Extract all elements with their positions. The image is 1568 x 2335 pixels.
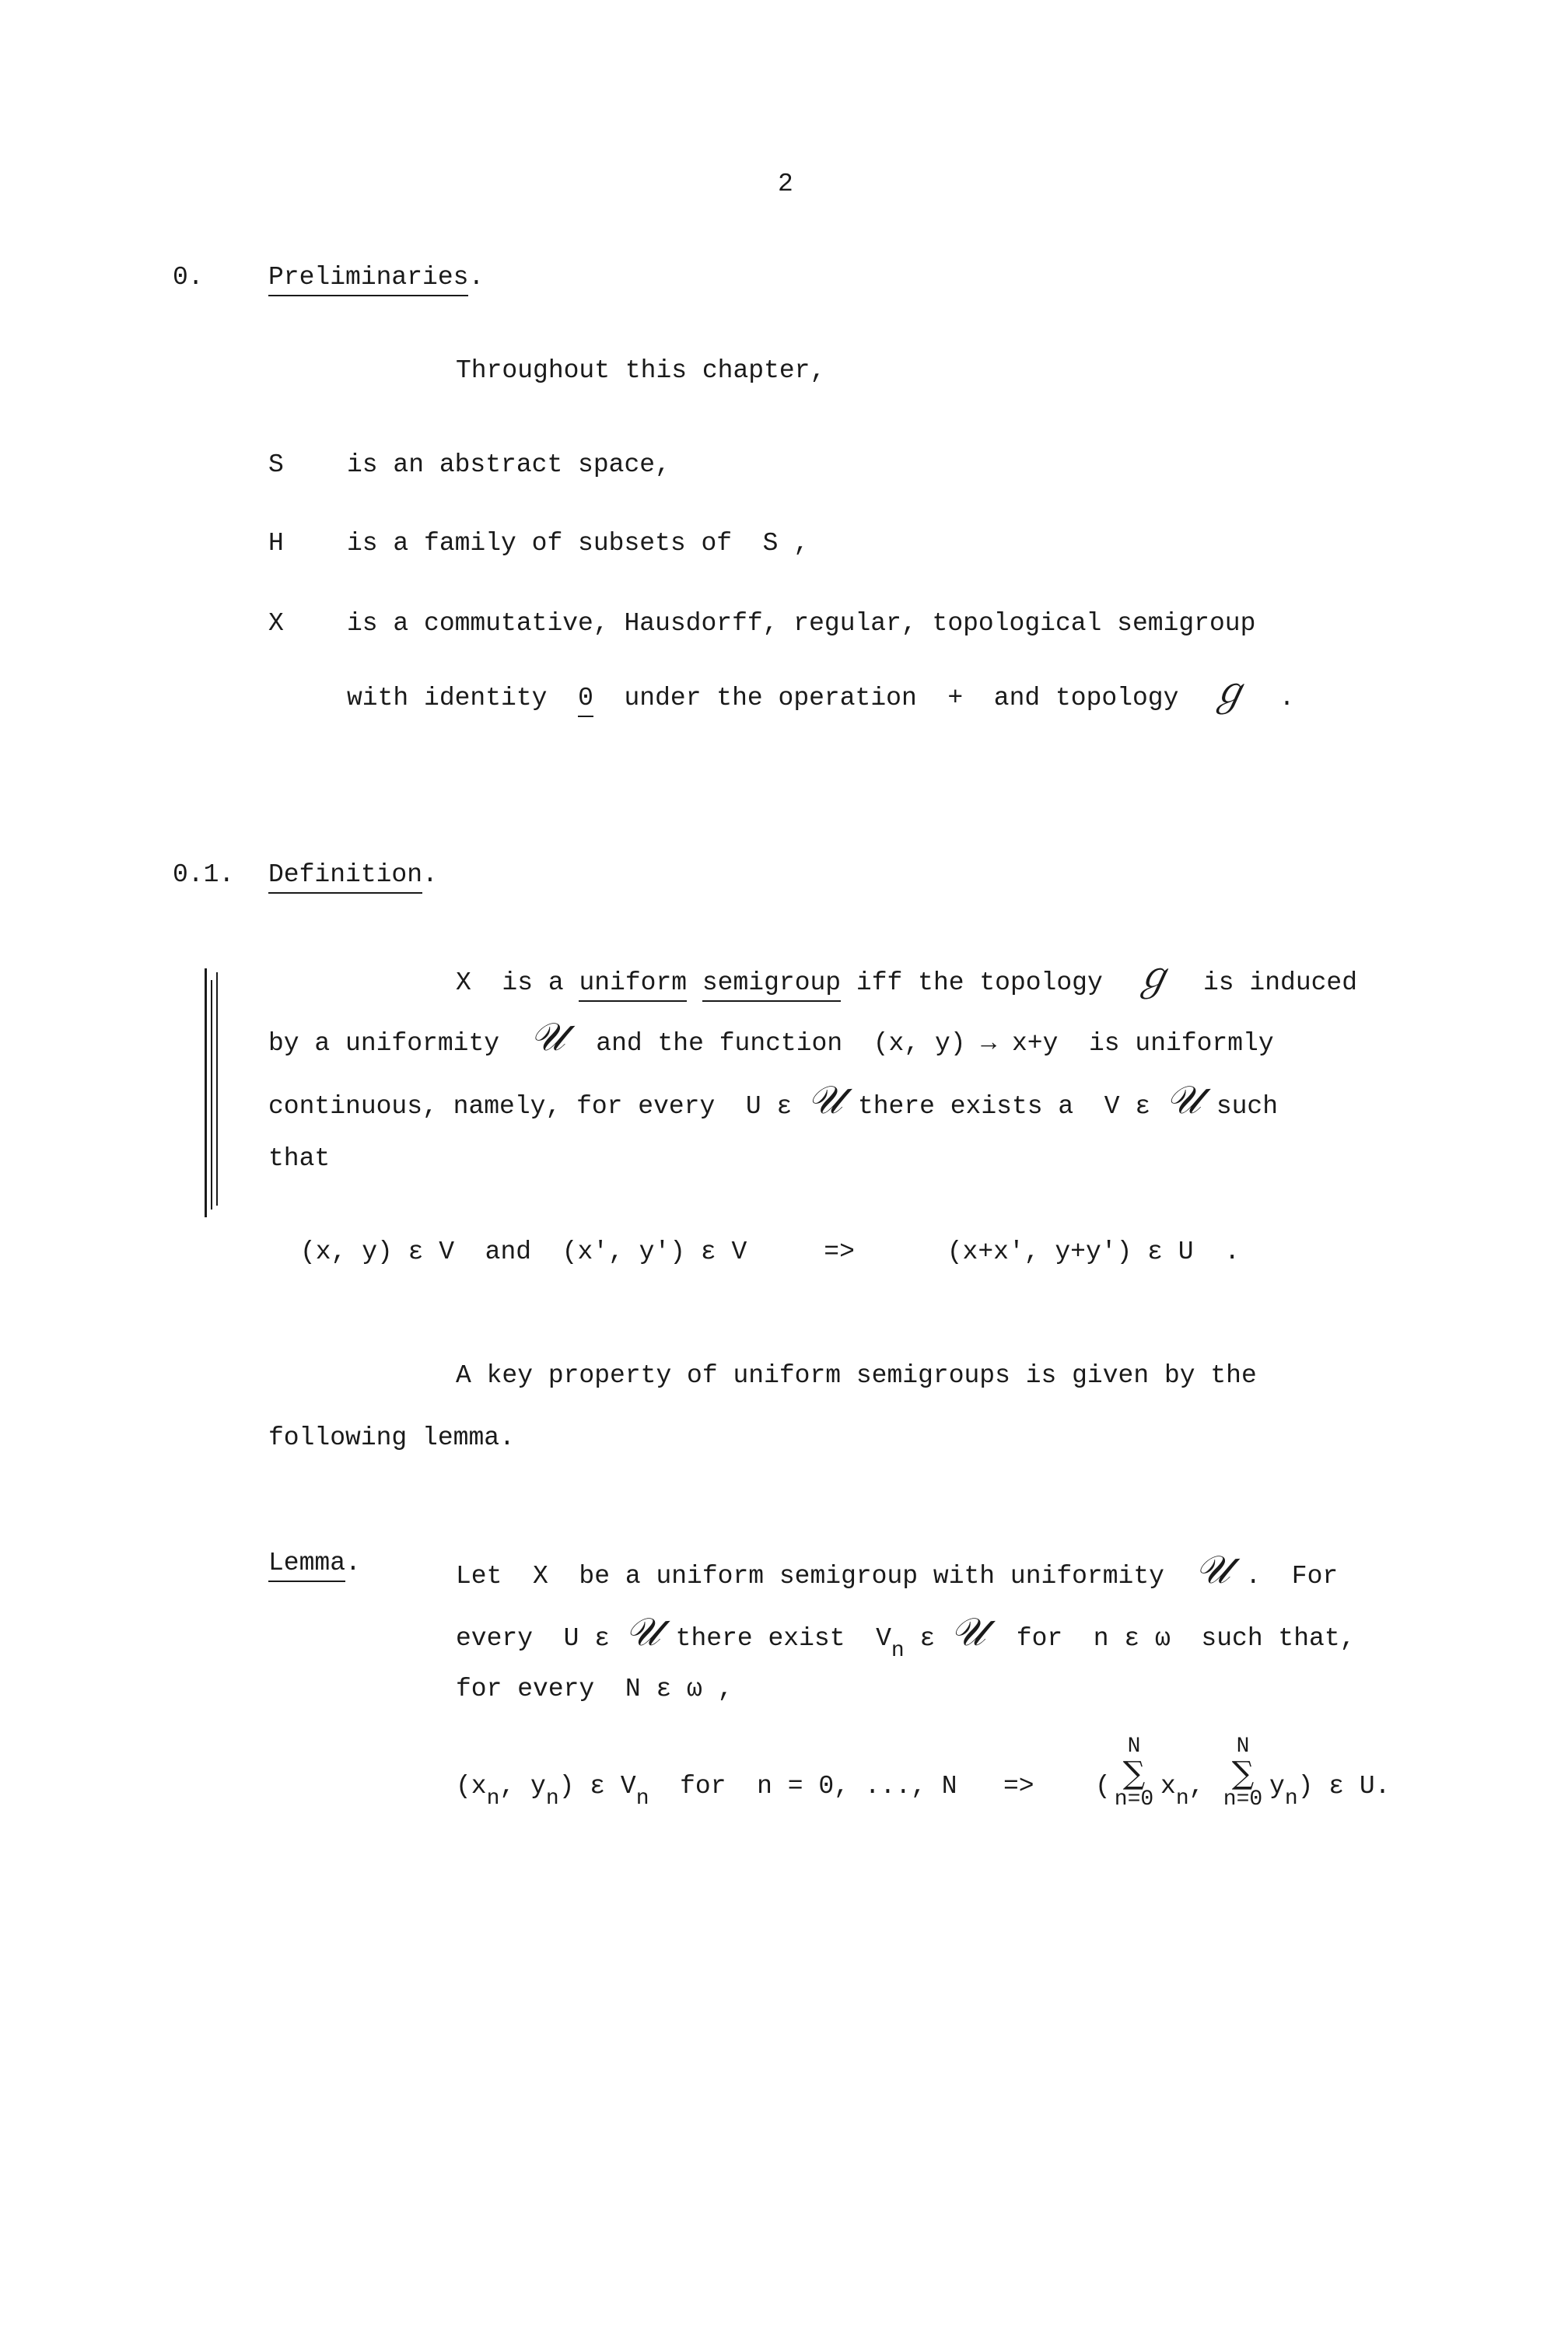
def-l2-b: and the function (x, y) → x+y is uniformly xyxy=(596,1029,1274,1058)
section-intro: Throughout this chapter, xyxy=(456,356,826,385)
topology-glyph: ℊ xyxy=(1133,954,1173,999)
margin-bar xyxy=(211,980,212,1210)
definition-line-4: that xyxy=(268,1144,331,1173)
cont-pre: with identity xyxy=(347,684,548,712)
paragraph-line-2: following lemma. xyxy=(268,1423,515,1452)
definition-line-1 xyxy=(456,954,1358,999)
lemma-l2-b: there exist V xyxy=(675,1624,891,1653)
uniformity-glyph: 𝒰 xyxy=(530,1014,565,1059)
def-l3-c: such xyxy=(1216,1092,1279,1121)
subscript-n: n xyxy=(545,1787,559,1811)
definition-title: Definition. xyxy=(268,862,438,887)
definition-number: 0.1. xyxy=(173,860,235,889)
sum-separator: , xyxy=(1188,1772,1205,1801)
lemma-formula-left xyxy=(456,1773,1034,1810)
def-l3-a: continuous, namely, for every U ε xyxy=(268,1092,793,1121)
sum-symbol: ∑ xyxy=(1231,1756,1255,1791)
section-title: Preliminaries. xyxy=(268,264,484,290)
lemma-l1-a: Let X be a uniform semigroup with uniformity xyxy=(456,1562,1164,1591)
f-c: ) ε V xyxy=(558,1772,636,1801)
sum-2-var: y xyxy=(1269,1772,1285,1801)
cont-end: . xyxy=(1279,684,1295,712)
item-text-s: is an abstract space, xyxy=(347,450,670,479)
sum-2 xyxy=(1212,1736,1274,1811)
uniformity-glyph: 𝒰 xyxy=(625,1609,660,1654)
subscript-n: n xyxy=(486,1787,500,1811)
definition-line-3 xyxy=(268,1077,1279,1122)
uniformity-glyph: 𝒰 xyxy=(1166,1077,1202,1122)
subscript-n: n xyxy=(891,1639,905,1663)
lemma-line-3: for every N ε ω , xyxy=(456,1675,733,1703)
page-number: 2 xyxy=(778,170,793,198)
item-x-continuation xyxy=(347,669,1295,714)
item-sym-h: H xyxy=(268,529,284,558)
def-l2-a: by a uniformity xyxy=(268,1029,500,1058)
margin-bar xyxy=(216,972,218,1206)
formula-open-paren: ( xyxy=(1095,1772,1111,1801)
sum-upper-limit: N xyxy=(1127,1735,1141,1759)
def-l1-b: iff the topology xyxy=(856,968,1103,997)
subscript-n: n xyxy=(635,1787,649,1811)
uniformity-glyph: 𝒰 xyxy=(1195,1547,1230,1592)
definition-formula: (x, y) ε V and (x′, y′) ε V => (x+x′, y+y′) ε U . xyxy=(300,1238,1240,1266)
sum-upper-limit: N xyxy=(1236,1735,1250,1759)
topology-glyph: ℊ xyxy=(1209,669,1249,714)
sum-symbol: ∑ xyxy=(1122,1756,1146,1791)
f-d: for n = 0, ..., N => xyxy=(680,1772,1034,1801)
margin-bar xyxy=(205,968,207,1217)
subscript-n: n xyxy=(1284,1787,1298,1811)
lemma-l2-a: every U ε xyxy=(456,1624,611,1653)
sum-2-term xyxy=(1269,1773,1390,1810)
definition-title-text: Definition xyxy=(268,860,422,894)
definition-line-2 xyxy=(268,1014,1274,1059)
formula-end: ) ε U. xyxy=(1297,1772,1391,1801)
item-sym-s: S xyxy=(268,450,284,479)
subscript-n: n xyxy=(1175,1787,1189,1811)
section-number: 0. xyxy=(173,263,204,292)
def-l3-b: there exists a V ε xyxy=(857,1092,1151,1121)
lemma-line-1 xyxy=(456,1547,1339,1592)
lemma-l1-b: . For xyxy=(1245,1562,1339,1591)
cont-mid: under the operation + and topology xyxy=(624,684,1179,712)
lemma-l2-d: for n ε ω such that, xyxy=(1016,1624,1356,1653)
f-a: (x xyxy=(456,1772,487,1801)
lemma-l2-c: ε xyxy=(919,1624,936,1653)
uniformity-glyph: 𝒰 xyxy=(807,1077,843,1122)
item-sym-x: X xyxy=(268,609,284,638)
lemma-label: Lemma. xyxy=(268,1550,361,1576)
section-title-text: Preliminaries xyxy=(268,263,468,296)
f-b: , y xyxy=(499,1772,546,1801)
term-semigroup: semigroup xyxy=(702,968,841,1002)
term-uniform: uniform xyxy=(579,968,687,1002)
sum-1 xyxy=(1103,1736,1165,1811)
sum-1-term xyxy=(1160,1773,1204,1810)
sum-lower-limit: n=0 xyxy=(1223,1787,1263,1812)
item-text-x: is a commutative, Hausdorff, regular, topological semigroup xyxy=(347,609,1256,638)
item-text-h: is a family of subsets of S , xyxy=(347,529,810,558)
lemma-line-2 xyxy=(456,1609,1356,1663)
sum-lower-limit: n=0 xyxy=(1114,1787,1154,1812)
lemma-label-text: Lemma xyxy=(268,1549,345,1582)
def-l1-a: X is a xyxy=(456,968,564,997)
paragraph-line-1: A key property of uniform semigroups is given by the xyxy=(456,1361,1257,1390)
uniformity-glyph: 𝒰 xyxy=(950,1609,986,1654)
def-l1-c: is induced xyxy=(1203,968,1358,997)
sum-1-var: x xyxy=(1160,1772,1176,1801)
identity-zero: 0 xyxy=(578,684,593,717)
